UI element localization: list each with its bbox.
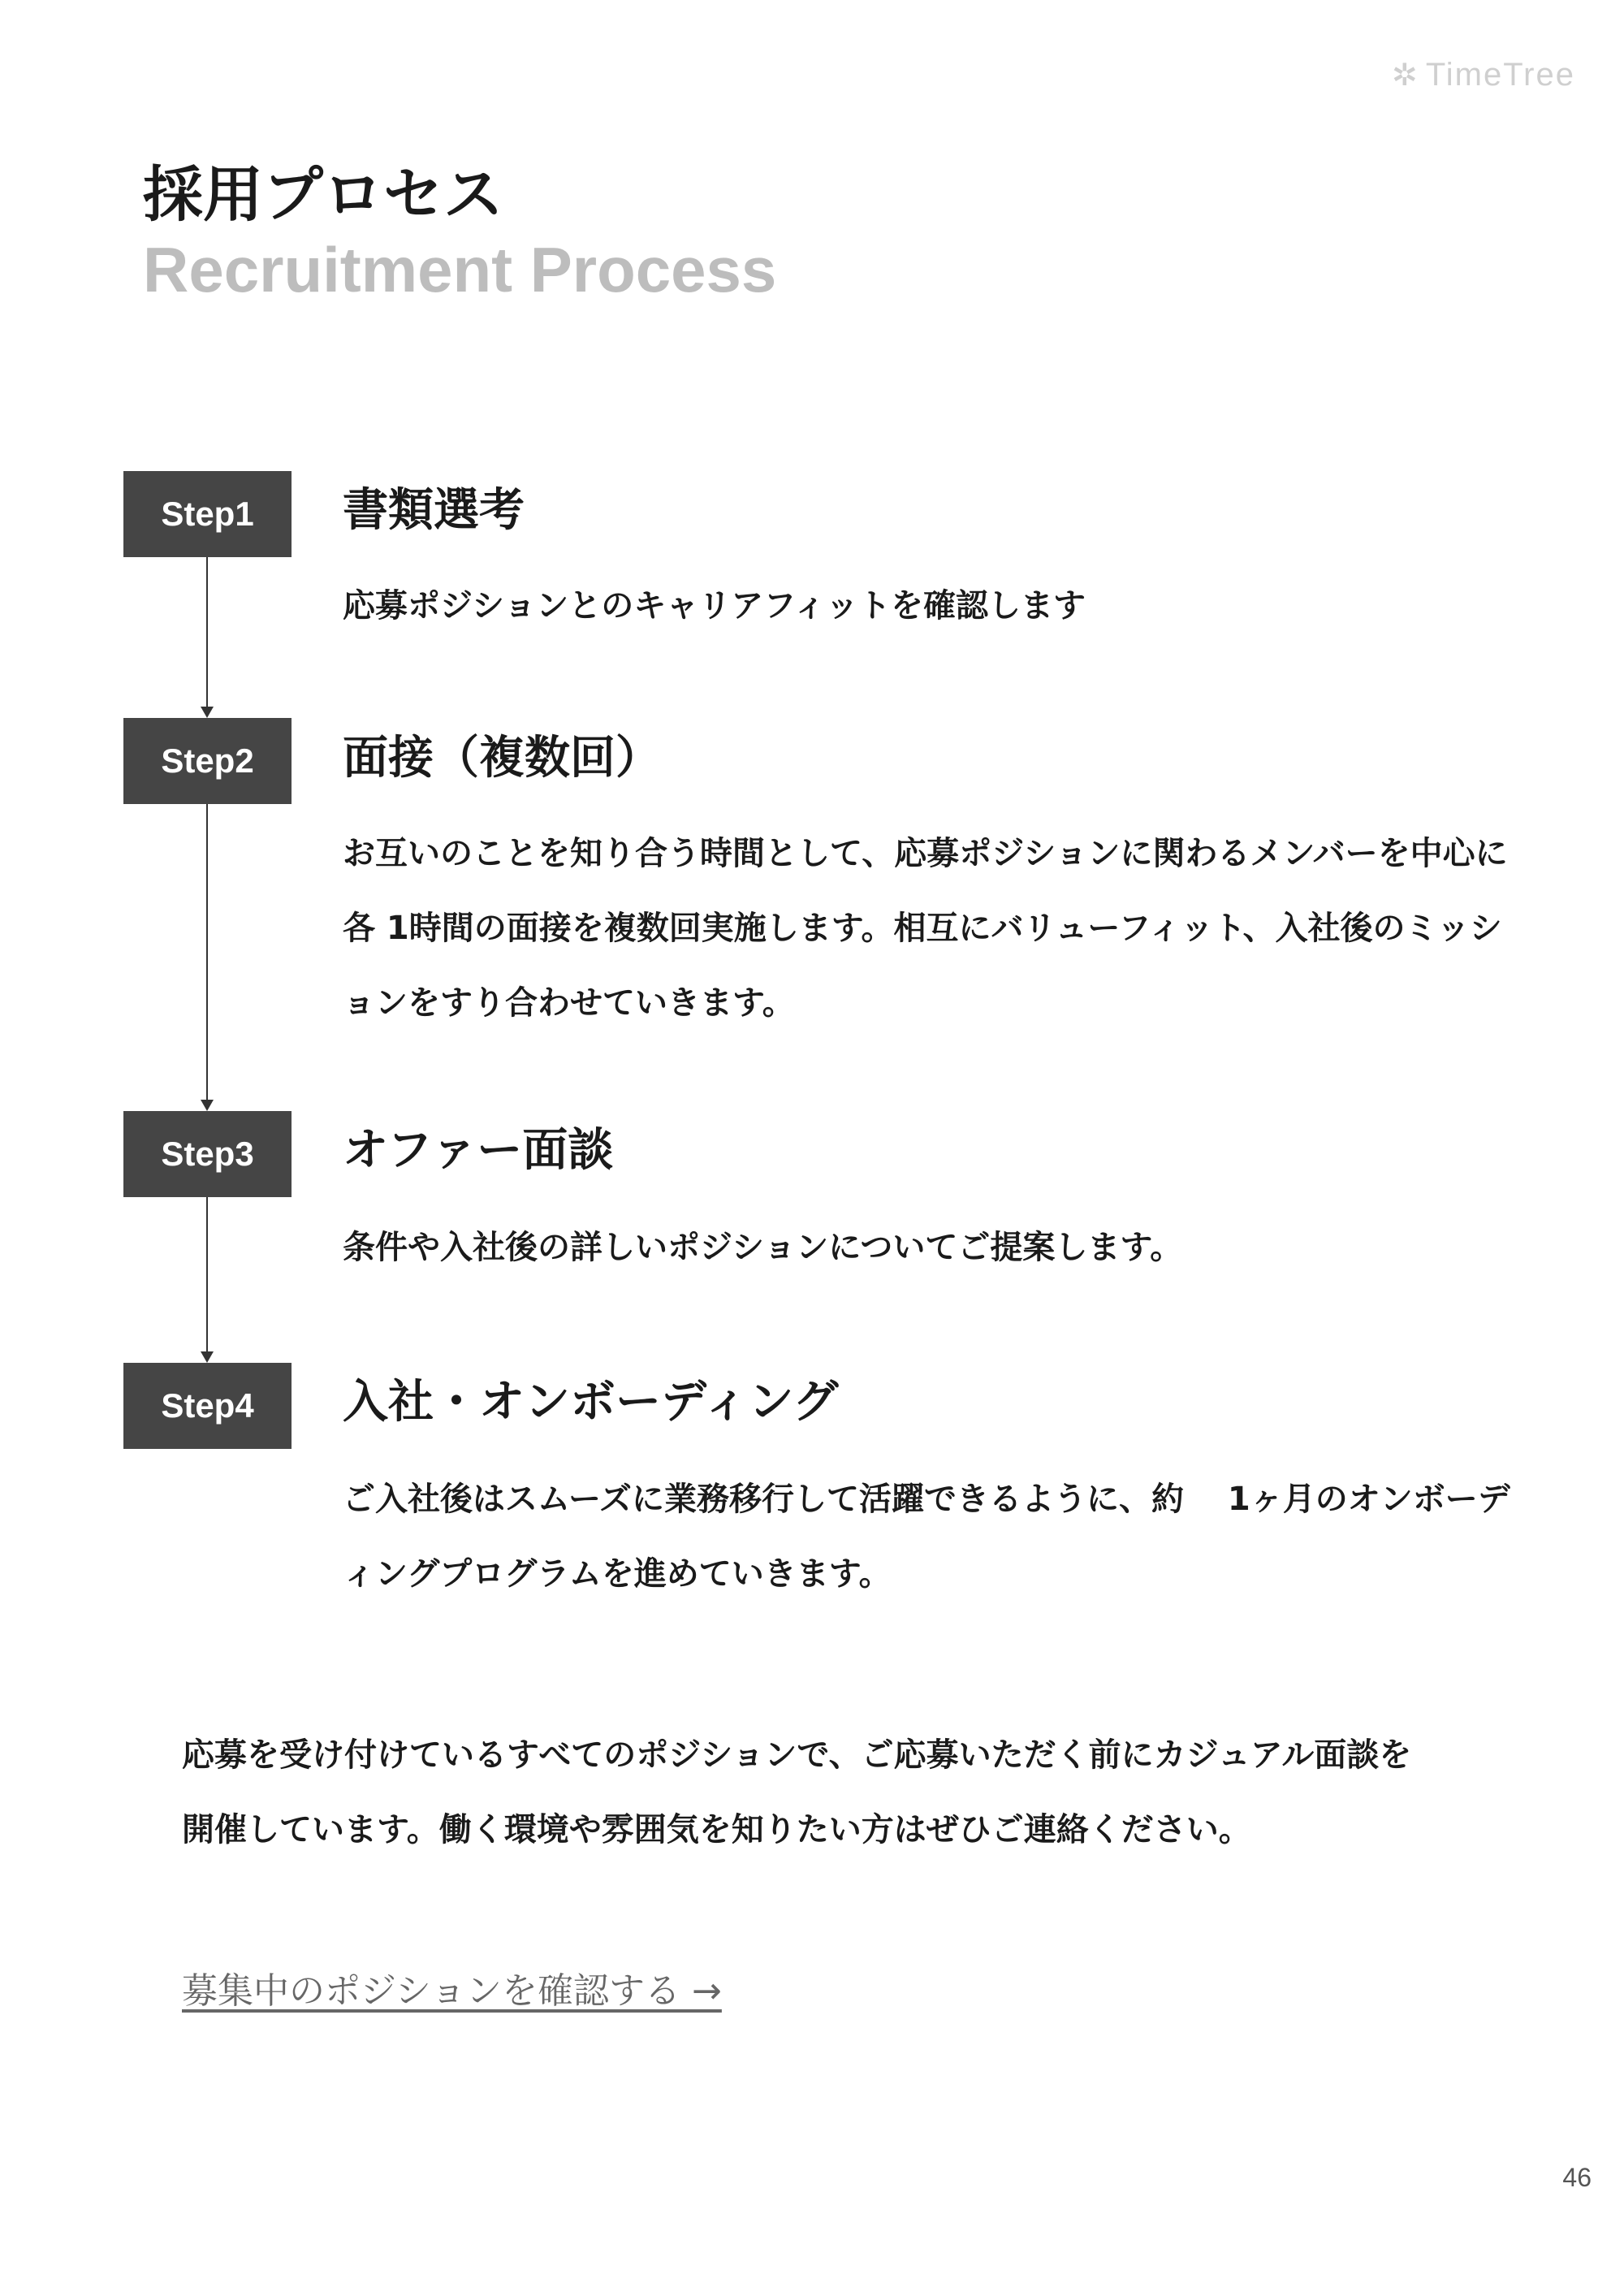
page-number: 46 <box>1562 2163 1592 2192</box>
step3-badge: Step3 <box>123 1111 292 1197</box>
open-positions-link[interactable]: 募集中のポジションを確認する → <box>182 1970 722 2012</box>
step3-to-step4-arrow <box>206 1197 208 1361</box>
step2-title: 面接（複数回） <box>343 732 661 785</box>
step3-title: オファー面談 <box>343 1124 614 1177</box>
logo-text: TimeTree <box>1425 57 1575 93</box>
step1-to-step2-arrow <box>206 557 208 716</box>
step4-title: 入社・オンボーディング <box>343 1376 839 1429</box>
step2-to-step3-arrow <box>206 804 208 1109</box>
logo-icon: ✲ <box>1391 58 1419 93</box>
step4-badge: Step4 <box>123 1363 292 1449</box>
step3-description: 条件や入社後の詳しいポジションについてご提案します。 <box>343 1229 1183 1266</box>
step4-description: ご入社後はスムーズに業務移行して活躍できるように、約 1ヶ月のオンボーディングプログラムを進めていきます。 <box>343 1481 1510 1593</box>
page-title: 採用プロセス <box>143 160 503 230</box>
casual-interview-note: 応募を受け付けているすべてのポジションで、ご応募いただく前にカジュアル面談を開催しています。働く環境や雰囲気を知りたい方はぜひご連絡ください。 <box>182 1736 1412 1848</box>
step1-description: 応募ポジションとのキャリアフィットを確認します <box>343 587 1086 625</box>
page-subtitle: Recruitment Process <box>143 234 777 305</box>
step1-title: 書類選考 <box>343 484 525 537</box>
step2-badge: Step2 <box>123 718 292 804</box>
brand-logo <box>1392 57 1575 93</box>
step2-description: お互いのことを知り合う時間として、応募ポジションに関わるメンバーを中心に各 1時間の面接を複数回実施します。相互にバリューフィット、入社後のミッションをすり合わせていきます。 <box>343 835 1508 1022</box>
step1-badge: Step1 <box>123 471 292 557</box>
